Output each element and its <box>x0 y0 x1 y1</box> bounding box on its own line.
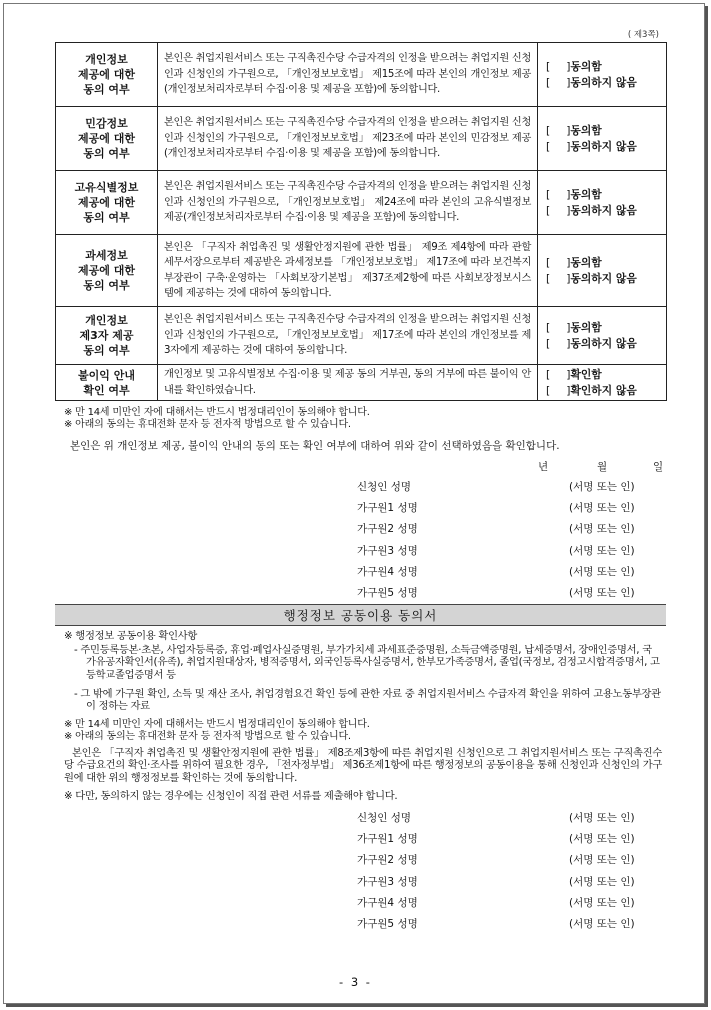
consent-options <box>538 235 667 307</box>
consent-label-line: 과세정보 <box>85 249 128 262</box>
consent-label-line: 제3자 제공 <box>79 329 134 342</box>
consent-label-line: 불이익 안내 <box>78 368 135 382</box>
signer-name-label: 가구원3 성명 <box>357 544 418 557</box>
signer-name-label: 가구원4 성명 <box>357 565 418 578</box>
consent-row <box>56 171 667 235</box>
signature-field[interactable]: (서명 또는 인) <box>569 918 635 930</box>
consent-label-line: 민감정보 <box>85 117 128 130</box>
option-label: 동의함 <box>570 123 602 137</box>
checkbox-bracket-close: ] <box>566 203 571 217</box>
consent-label-line: 동의 여부 <box>83 344 130 357</box>
disagree-checkbox[interactable] <box>546 336 662 352</box>
signature-field[interactable]: (서명 또는 인) <box>569 523 635 536</box>
signature-field[interactable]: (서명 또는 인) <box>569 587 635 599</box>
disagree-checkbox[interactable] <box>546 271 662 287</box>
consent-label <box>56 235 158 307</box>
signature-field[interactable]: (서명 또는 인) <box>569 502 635 515</box>
confirm-statement: 본인은 위 개인정보 제공, 불이익 안내의 동의 또는 확인 여부에 대하여 위와 같이 선택하였음을 확인합니다. <box>70 440 560 452</box>
agree-checkbox[interactable] <box>546 187 662 203</box>
disagree-checkbox[interactable] <box>546 383 662 399</box>
checkbox-bracket-open: [ <box>546 75 551 89</box>
checkbox-bracket-open: [ <box>546 367 551 381</box>
note-line: ※ 아래의 동의는 휴대전화 문자 등 전자적 방법으로 할 수 있습니다. <box>64 419 351 430</box>
signature-field[interactable]: (서명 또는 인) <box>569 854 635 867</box>
consent-row <box>56 307 667 365</box>
signer-name-label: 신청인 성명 <box>357 812 412 824</box>
consent-label <box>56 365 158 401</box>
signer-name-label: 가구원4 성명 <box>357 896 418 909</box>
consent-label-line: 제공에 대한 <box>78 264 135 277</box>
consent-options <box>538 307 667 365</box>
disagree-checkbox[interactable] <box>546 75 662 91</box>
consent-table <box>55 42 667 401</box>
option-label: 확인하지 않음 <box>570 383 637 397</box>
signer-name-label: 가구원5 성명 <box>357 918 418 930</box>
signer-name-label: 가구원2 성명 <box>357 523 418 536</box>
checkbox-bracket-open: [ <box>546 139 551 153</box>
checkbox-bracket-close: ] <box>566 139 571 153</box>
consent-label-line: 동의 여부 <box>83 279 130 292</box>
agree-checkbox[interactable] <box>546 320 662 336</box>
option-label: 동의함 <box>570 255 602 269</box>
consent-label-line: 제공에 대한 <box>78 196 135 209</box>
signer-name-label: 신청인 성명 <box>357 481 412 493</box>
consent-text: 본인은 취업지원서비스 또는 구직촉진수당 수급자격의 인정을 받으려는 취업지원 신청인과 신청인의 가구원으로, 「개인정보보호법」 제23조에 따라 본인의 민감정보 제공(개인정보처리자로부터 수집·이용 및 제공을 포함)에 동의합니다. <box>158 107 538 171</box>
consent-label-line: 확인 여부 <box>83 383 130 397</box>
consent-row <box>56 365 667 401</box>
option-label: 동의하지 않음 <box>570 203 637 217</box>
signature-field[interactable]: (서명 또는 인) <box>569 833 635 846</box>
admin-heading: ※ 행정정보 공동이용 확인사항 <box>64 630 198 642</box>
page-number: - 3 - <box>339 975 372 989</box>
agree-checkbox[interactable] <box>546 59 662 75</box>
consent-label-line: 개인정보 <box>85 314 128 327</box>
option-label: 동의함 <box>570 320 602 334</box>
consent-text: 본인은 취업지원서비스 또는 구직촉진수당 수급자격의 인정을 받으려는 취업지원 신청인과 신청인의 가구원으로, 「개인정보보호법」 제15조에 따라 본인의 개인정보 제공(개인정보처리자로부터 수집·이용 및 제공을 포함)에 동의합니다. <box>158 43 538 107</box>
consent-label-line: 고유식별정보 <box>74 181 139 194</box>
admin-item: - 주민등록등본·초본, 사업자등록증, 휴업·폐업사실증명원, 부가가치세 과세표준증명원, 소득금액증명원, 납세증명서, 장애인증명서, 국가유공자확인서(유족), 취업지원대상자, 병적증명서, 외국인등록사실증명서, 한부모가족증명서, 졸업(국정보, 검정고시합격증명서, 고등학교졸업증명서 등 <box>74 644 660 681</box>
consent-label <box>56 171 158 235</box>
signer-name-label: 가구원1 성명 <box>357 833 418 846</box>
checkbox-bracket-open: [ <box>546 320 551 334</box>
checkbox-bracket-close: ] <box>566 59 571 73</box>
admin-statement: 본인은 「구직자 취업촉진 및 생활안정지원에 관한 법률」 제8조제3항에 따른 취업지원 신청인으로 그 취업지원서비스 또는 구직촉진수당 수급요건의 확인·조사를 위하여 필요한 경우, 「전자정부법」 제36조제1항에 따른 행정정보의 공동이용을 통해 신청인과 신청인의 가구원에 대한 위의 행정정보를 확인하는 것에 동의합니다. <box>64 747 662 784</box>
checkbox-bracket-open: [ <box>546 271 551 285</box>
signature-field[interactable]: (서명 또는 인) <box>569 875 635 888</box>
consent-label <box>56 307 158 365</box>
option-label: 동의하지 않음 <box>570 336 637 350</box>
signer-name-label: 가구원5 성명 <box>357 587 418 599</box>
consent-label-line: 제공에 대한 <box>78 132 135 145</box>
consent-label-line: 동의 여부 <box>83 147 130 160</box>
agree-checkbox[interactable] <box>546 367 662 383</box>
consent-row <box>56 43 667 107</box>
consent-text: 본인은 「구직자 취업촉진 및 생활안정지원에 관한 법률」 제9조 제4항에 따라 관할 세무서장으로부터 제공받은 과세정보를 「개인정보보호법」 제17조에 따라 보건복지부장관이 구축·운영하는 「사회보장기본법」 제37조제2항에 따른 사회보장정보시스템에 제공하는 것에 대하여 동의합니다. <box>158 235 538 307</box>
consent-options <box>538 171 667 235</box>
notes-top <box>64 407 370 431</box>
consent-label-line: 동의 여부 <box>83 83 130 96</box>
consent-row <box>56 235 667 307</box>
disagree-checkbox[interactable] <box>546 203 662 219</box>
consent-options <box>538 365 667 401</box>
disagree-checkbox[interactable] <box>546 139 662 155</box>
consent-label <box>56 43 158 107</box>
option-label: 동의하지 않음 <box>570 139 637 153</box>
section-title: 행정정보 공동이용 동의서 <box>55 604 666 626</box>
checkbox-bracket-open: [ <box>546 383 551 397</box>
checkbox-bracket-open: [ <box>546 203 551 217</box>
consent-text: 본인은 취업지원서비스 또는 구직촉진수당 수급자격의 인정을 받으려는 취업지원 신청인과 신청인의 가구원으로, 「개인정보보호법」 제24조에 따라 본인의 고유식별정보 제공(개인정보처리자로부터 수집·이용 및 제공을 포함)에 동의합니다. <box>158 171 538 235</box>
consent-label-line: 제공에 대한 <box>78 68 135 81</box>
checkbox-bracket-open: [ <box>546 59 551 73</box>
checkbox-bracket-close: ] <box>566 383 571 397</box>
signer-name-label: 가구원3 성명 <box>357 875 418 888</box>
admin-item: - 그 밖에 가구원 확인, 소득 및 재산 조사, 취업경험요건 확인 등에 관한 자료 중 취업지원서비스 수급자격 확인을 위하여 고용노동부장관이 정하는 자료 <box>74 688 661 713</box>
note-line: ※ 만 14세 미만인 자에 대해서는 반드시 법정대리인이 동의해야 합니다. <box>64 719 370 730</box>
refusal-note: ※ 다만, 동의하지 않는 경우에는 신청인이 직접 관련 서류를 제출해야 합니다. <box>64 790 398 802</box>
checkbox-bracket-open: [ <box>546 187 551 201</box>
checkbox-bracket-close: ] <box>566 367 571 381</box>
checkbox-bracket-open: [ <box>546 123 551 137</box>
page-tag: ( 제3쪽) <box>627 30 659 40</box>
agree-checkbox[interactable] <box>546 255 662 271</box>
signature-field[interactable]: (서명 또는 인) <box>569 481 635 493</box>
signature-field[interactable]: (서명 또는 인) <box>569 544 635 557</box>
consent-options <box>538 107 667 171</box>
checkbox-bracket-close: ] <box>566 336 571 350</box>
checkbox-bracket-close: ] <box>566 75 571 89</box>
signature-field[interactable]: (서명 또는 인) <box>569 812 635 824</box>
note-line: ※ 아래의 동의는 휴대전화 문자 등 전자적 방법으로 할 수 있습니다. <box>64 731 351 742</box>
notes-bottom <box>64 719 370 743</box>
checkbox-bracket-open: [ <box>546 336 551 350</box>
signature-field[interactable]: (서명 또는 인) <box>569 565 635 578</box>
checkbox-bracket-close: ] <box>566 255 571 269</box>
consent-label-line: 동의 여부 <box>83 211 130 224</box>
consent-label <box>56 107 158 171</box>
option-label: 동의하지 않음 <box>570 271 637 285</box>
option-label: 동의하지 않음 <box>570 75 637 89</box>
checkbox-bracket-open: [ <box>546 255 551 269</box>
option-label: 동의함 <box>570 59 602 73</box>
option-label: 확인함 <box>570 367 602 381</box>
checkbox-bracket-close: ] <box>566 123 571 137</box>
signer-name-label: 가구원1 성명 <box>357 502 418 515</box>
checkbox-bracket-close: ] <box>566 320 571 334</box>
consent-text: 본인은 취업지원서비스 또는 구직촉진수당 수급자격의 인정을 받으려는 취업지원 신청인과 신청인의 가구원으로, 「개인정보보호법」 제17조에 따라 본인의 개인정보를 제3자에게 제공하는 것에 대하여 동의합니다. <box>158 307 538 365</box>
signer-name-label: 가구원2 성명 <box>357 854 418 867</box>
checkbox-bracket-close: ] <box>566 187 571 201</box>
checkbox-bracket-close: ] <box>566 271 571 285</box>
date-month: 월 <box>597 461 608 473</box>
date-year: 년 <box>538 461 549 473</box>
consent-label-line: 개인정보 <box>85 53 128 66</box>
signature-field[interactable]: (서명 또는 인) <box>569 896 635 909</box>
agree-checkbox[interactable] <box>546 123 662 139</box>
option-label: 동의함 <box>570 187 602 201</box>
note-line: ※ 만 14세 미만인 자에 대해서는 반드시 법정대리인이 동의해야 합니다. <box>64 407 370 418</box>
date-day: 일 <box>653 461 664 473</box>
consent-options <box>538 43 667 107</box>
consent-row <box>56 107 667 171</box>
consent-text: 개인정보 및 고유식별정보 수집·이용 및 제공 동의 거부권, 동의 거부에 따른 불이익 안내를 확인하였습니다. <box>158 365 538 401</box>
